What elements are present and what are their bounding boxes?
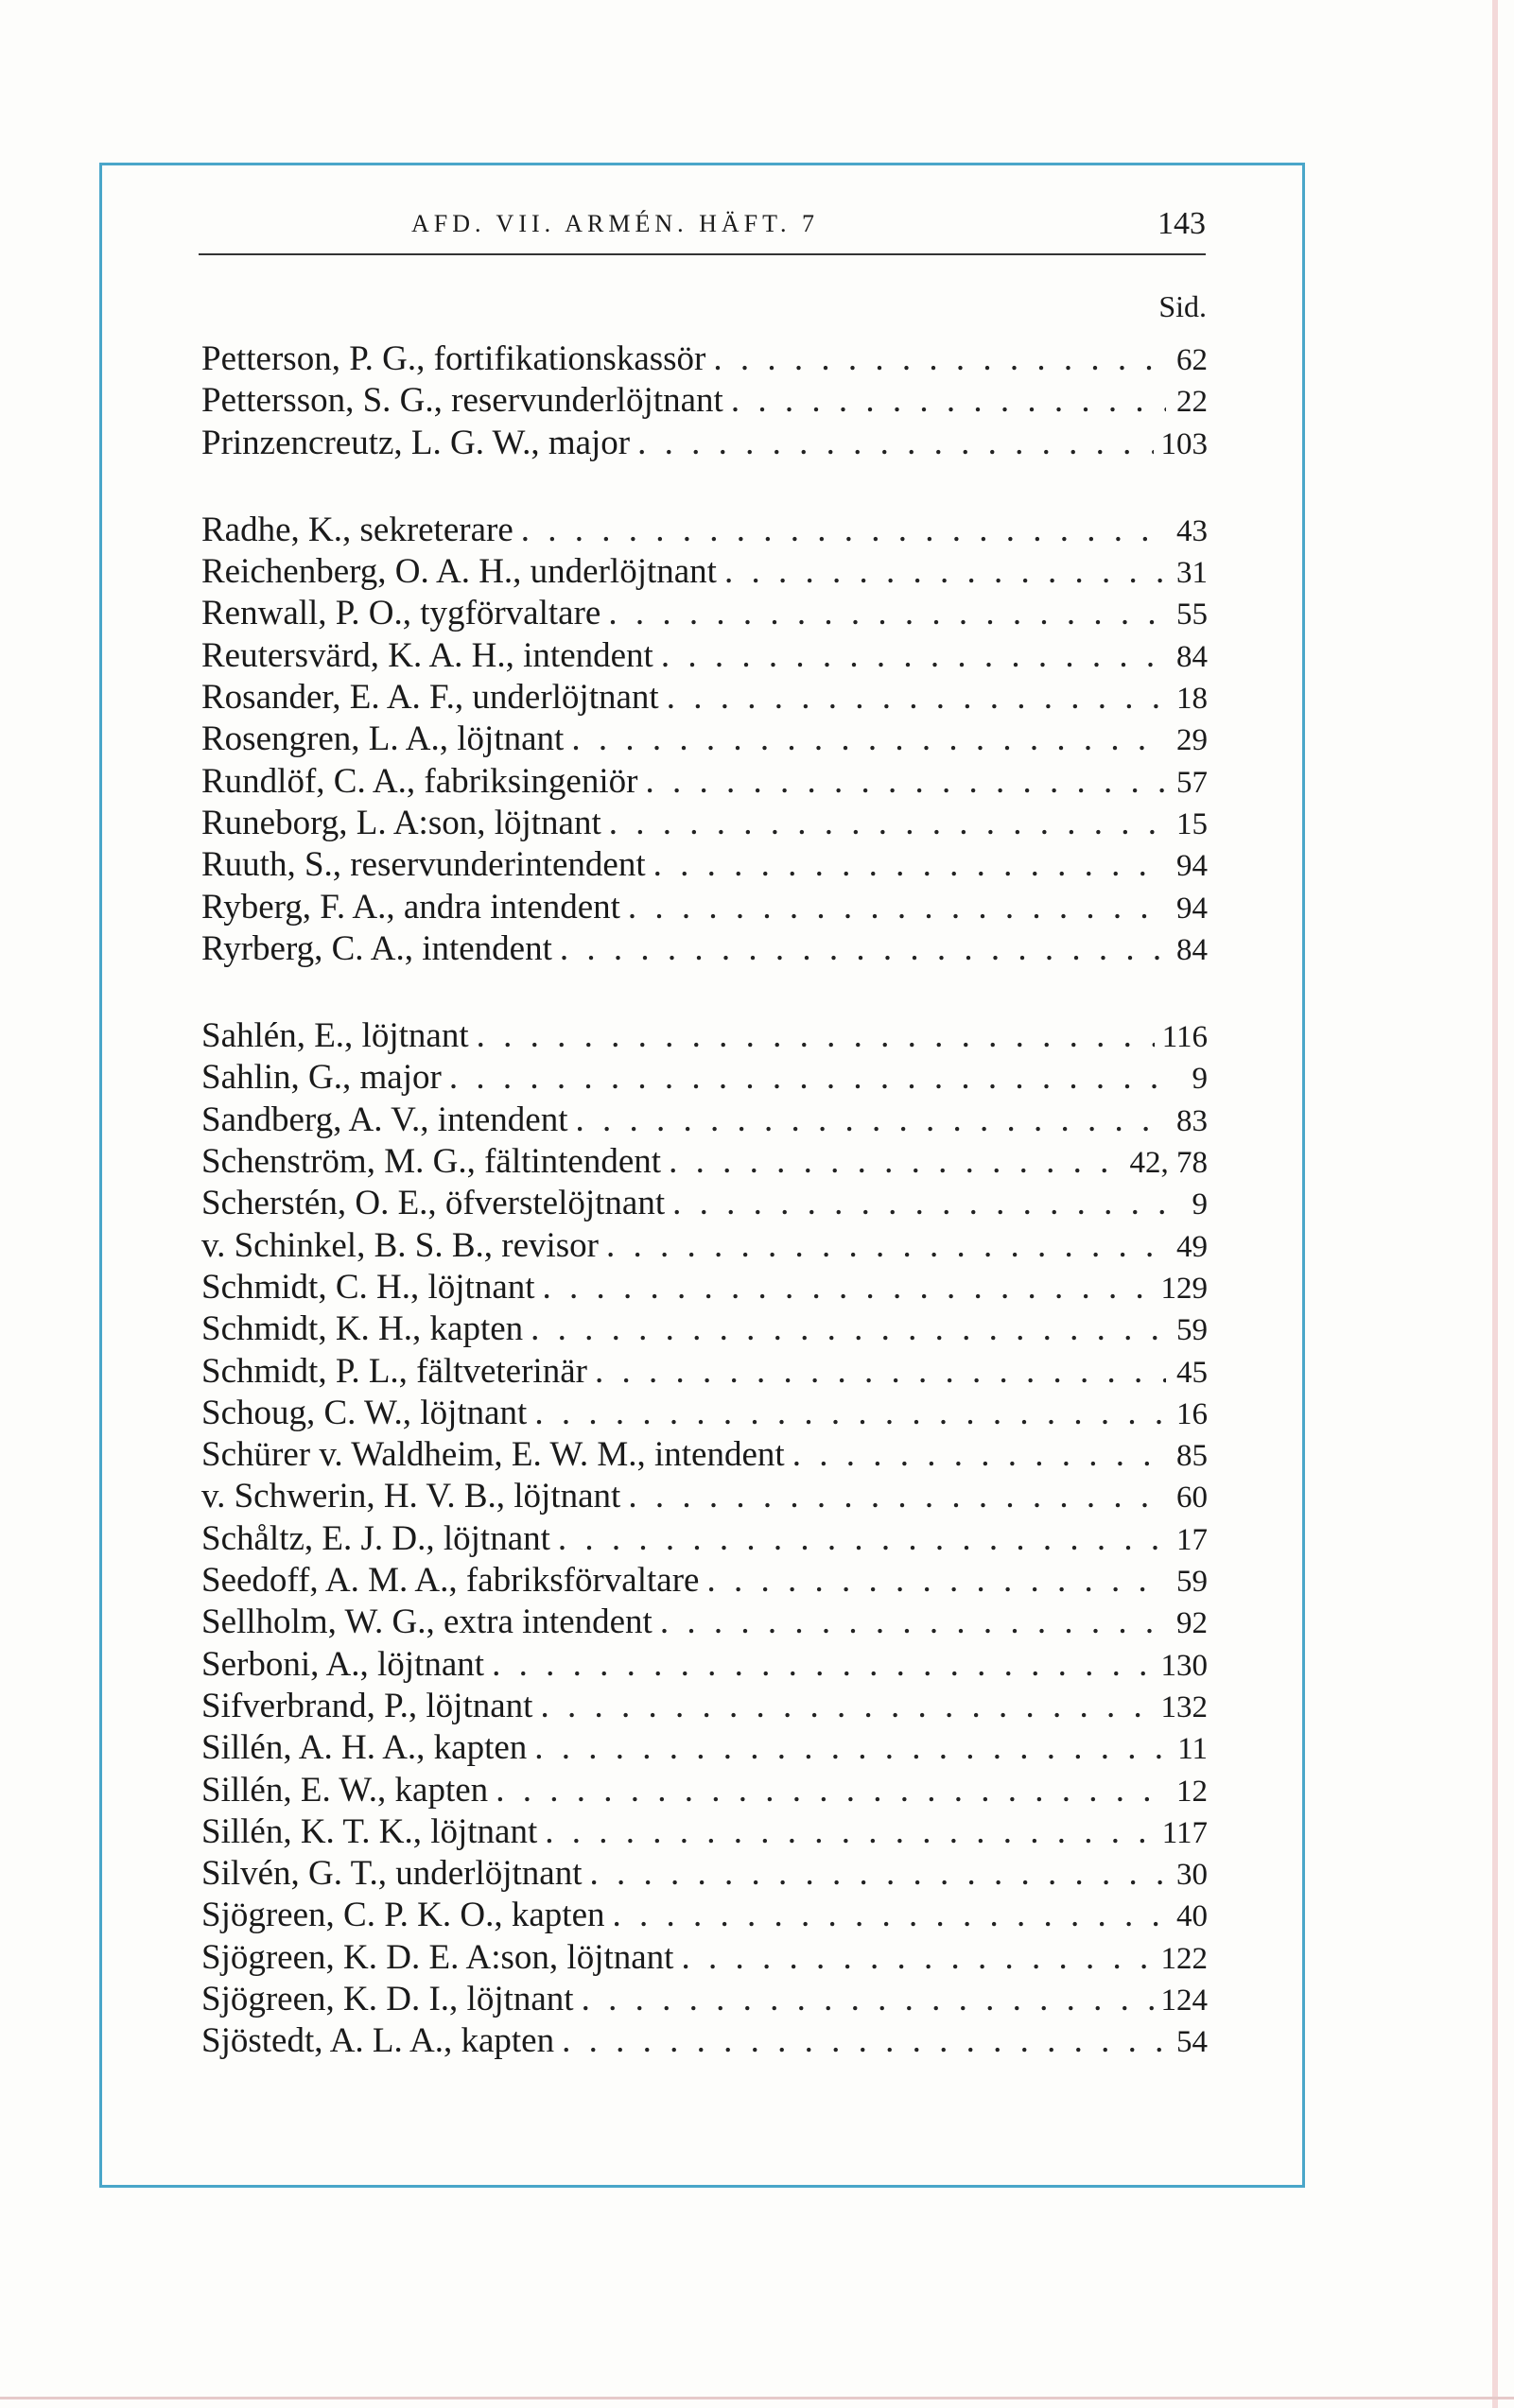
index-entry bbox=[201, 1267, 1208, 1308]
page-column-label: Sid. bbox=[1158, 289, 1207, 323]
entry-page: 85 bbox=[1176, 1439, 1208, 1474]
entry-name: Scherstén, O. E., öfverstelöjtnant bbox=[201, 1184, 666, 1223]
leader-dots bbox=[653, 844, 1166, 885]
entry-page: 132 bbox=[1160, 1689, 1208, 1724]
entry-name: Runeborg, L. A:son, löjtnant bbox=[201, 803, 601, 842]
entry-page: 92 bbox=[1176, 1606, 1208, 1641]
entry-name: Silvén, G. T., underlöjtnant bbox=[201, 1854, 583, 1894]
entry-page: 42, 78 bbox=[1129, 1146, 1208, 1181]
entry-page: 84 bbox=[1176, 932, 1208, 967]
leader-dots bbox=[628, 887, 1166, 927]
leader-dots bbox=[669, 1141, 1122, 1182]
entry-page: 117 bbox=[1161, 1815, 1208, 1850]
entry-name: Pettersson, S. G., reservunderlöjtnant bbox=[201, 381, 723, 421]
index-entry bbox=[201, 1518, 1208, 1560]
entry-name: Sandberg, A. V., intendent bbox=[201, 1100, 568, 1139]
page-edge-bottom bbox=[0, 2397, 1514, 2399]
leader-dots bbox=[571, 719, 1166, 759]
leader-dots bbox=[590, 1853, 1166, 1894]
entry-name: Ruuth, S., reservunderintendent bbox=[201, 845, 646, 885]
entry-page: 103 bbox=[1160, 426, 1208, 461]
leader-dots bbox=[637, 423, 1153, 463]
leader-dots bbox=[562, 2020, 1166, 2061]
leader-dots bbox=[661, 635, 1166, 676]
entry-name: Sillén, A. H. A., kapten bbox=[201, 1728, 528, 1768]
entry-name: Sillén, E. W., kapten bbox=[201, 1770, 489, 1810]
index-group bbox=[201, 338, 1208, 464]
entry-name: Sillén, K. T. K., löjtnant bbox=[201, 1811, 538, 1851]
entry-name: Schenström, M. G., fältintendent bbox=[201, 1142, 662, 1182]
index-entry bbox=[201, 1308, 1208, 1350]
leader-dots bbox=[558, 1518, 1166, 1559]
index-entry bbox=[201, 1644, 1208, 1686]
entry-page: 15 bbox=[1176, 806, 1208, 841]
leader-dots bbox=[521, 510, 1166, 550]
index-list bbox=[201, 338, 1208, 2108]
leader-dots bbox=[543, 1267, 1154, 1308]
index-entry bbox=[201, 593, 1208, 634]
index-entry bbox=[201, 1057, 1208, 1099]
index-entry bbox=[201, 1434, 1208, 1476]
entry-name: Serboni, A., löjtnant bbox=[201, 1644, 485, 1684]
entry-name: Sjögreen, C. P. K. O., kapten bbox=[201, 1896, 605, 1935]
entry-page: 83 bbox=[1176, 1103, 1208, 1138]
entry-name: Schürer v. Waldheim, E. W. M., intendent bbox=[201, 1435, 785, 1475]
entry-name: Ryberg, F. A., andra intendent bbox=[201, 887, 620, 927]
entry-page: 18 bbox=[1176, 682, 1208, 717]
entry-page: 43 bbox=[1176, 513, 1208, 548]
leader-dots bbox=[681, 1937, 1153, 1978]
index-entry bbox=[201, 380, 1208, 422]
index-entry bbox=[201, 1183, 1208, 1224]
leader-dots bbox=[534, 1393, 1166, 1433]
index-group bbox=[201, 510, 1208, 970]
entry-name: Radhe, K., sekreterare bbox=[201, 510, 513, 549]
entry-page: 49 bbox=[1176, 1229, 1208, 1264]
leader-dots bbox=[545, 1811, 1154, 1852]
leader-dots bbox=[613, 1895, 1167, 1935]
leader-dots bbox=[608, 593, 1166, 633]
entry-name: Schmidt, C. H., löjtnant bbox=[201, 1267, 535, 1307]
index-entry bbox=[201, 1225, 1208, 1267]
leader-dots bbox=[534, 1727, 1166, 1768]
entry-page: 55 bbox=[1176, 598, 1208, 632]
index-entry bbox=[201, 1686, 1208, 1727]
entry-page: 130 bbox=[1160, 1648, 1208, 1683]
leader-dots bbox=[645, 761, 1166, 802]
leader-dots bbox=[713, 338, 1166, 379]
index-entry bbox=[201, 423, 1208, 464]
entry-page: 16 bbox=[1176, 1396, 1208, 1431]
entry-page: 54 bbox=[1176, 2025, 1208, 2060]
leader-dots bbox=[582, 1979, 1154, 2019]
index-entry bbox=[201, 1770, 1208, 1811]
entry-name: Rosander, E. A. F., underlöjtnant bbox=[201, 678, 659, 718]
entry-name: Ryrberg, C. A., intendent bbox=[201, 928, 552, 968]
entry-page: 94 bbox=[1176, 849, 1208, 884]
index-entry bbox=[201, 719, 1208, 760]
entry-name: Sifverbrand, P., löjtnant bbox=[201, 1686, 533, 1725]
entry-name: Seedoff, A. M. A., fabriksförvaltare bbox=[201, 1561, 700, 1601]
index-entry bbox=[201, 1895, 1208, 1936]
entry-page: 9 bbox=[1192, 1187, 1208, 1222]
leader-dots bbox=[477, 1015, 1155, 1056]
leader-dots bbox=[540, 1686, 1153, 1726]
entry-name: Rundlöf, C. A., fabriksingeniör bbox=[201, 761, 638, 801]
entry-page: 116 bbox=[1161, 1020, 1208, 1055]
index-entry bbox=[201, 677, 1208, 719]
leader-dots bbox=[672, 1183, 1166, 1223]
entry-name: Sahlin, G., major bbox=[201, 1058, 442, 1098]
leader-dots bbox=[667, 677, 1166, 718]
entry-name: Reichenberg, O. A. H., underlöjtnant bbox=[201, 552, 717, 592]
entry-name: Petterson, P. G., fortifikationskassör bbox=[201, 339, 706, 378]
leader-dots bbox=[492, 1644, 1153, 1685]
entry-name: v. Schinkel, B. S. B., revisor bbox=[201, 1225, 600, 1265]
leader-dots bbox=[660, 1602, 1166, 1642]
leader-dots bbox=[609, 803, 1166, 843]
index-entry bbox=[201, 1476, 1208, 1517]
entry-page: 129 bbox=[1160, 1271, 1208, 1306]
index-entry bbox=[201, 1015, 1208, 1057]
index-entry bbox=[201, 887, 1208, 928]
index-entry bbox=[201, 844, 1208, 886]
leader-dots bbox=[595, 1351, 1166, 1392]
entry-page: 62 bbox=[1176, 343, 1208, 377]
header-title: AFD. VII. ARMÉN. HÄFT. 7 bbox=[411, 210, 820, 237]
entry-name: Rosengren, L. A., löjtnant bbox=[201, 719, 565, 759]
index-entry bbox=[201, 1393, 1208, 1434]
entry-page: 59 bbox=[1176, 1565, 1208, 1600]
entry-page: 40 bbox=[1176, 1899, 1208, 1934]
leader-dots bbox=[731, 380, 1166, 421]
entry-page: 45 bbox=[1176, 1355, 1208, 1390]
index-entry bbox=[201, 1602, 1208, 1643]
leader-dots bbox=[628, 1476, 1166, 1516]
entry-page: 60 bbox=[1176, 1481, 1208, 1516]
index-entry bbox=[201, 2020, 1208, 2062]
entry-name: Schmidt, P. L., fältveterinär bbox=[201, 1351, 587, 1391]
index-group bbox=[201, 1015, 1208, 2062]
entry-name: v. Schwerin, H. V. B., löjtnant bbox=[201, 1477, 621, 1516]
leader-dots bbox=[496, 1770, 1166, 1810]
entry-page: 57 bbox=[1176, 765, 1208, 800]
entry-page: 22 bbox=[1176, 385, 1208, 420]
leader-dots bbox=[531, 1308, 1166, 1349]
leader-dots bbox=[575, 1100, 1166, 1140]
entry-name: Prinzencreutz, L. G. W., major bbox=[201, 423, 631, 462]
entry-page: 124 bbox=[1160, 1983, 1208, 2018]
entry-name: Sjögreen, K. D. I., löjtnant bbox=[201, 1979, 574, 2018]
entry-name: Sjögreen, K. D. E. A:son, löjtnant bbox=[201, 1937, 674, 1977]
leader-dots bbox=[792, 1434, 1166, 1475]
entry-name: Renwall, P. O., tygförvaltare bbox=[201, 594, 601, 633]
entry-page: 84 bbox=[1176, 639, 1208, 674]
entry-name: Schmidt, K. H., kapten bbox=[201, 1309, 524, 1349]
index-entry bbox=[201, 551, 1208, 593]
leader-dots bbox=[560, 928, 1166, 969]
index-entry bbox=[201, 1351, 1208, 1393]
running-header bbox=[199, 206, 1206, 255]
entry-page: 9 bbox=[1192, 1062, 1208, 1097]
entry-page: 17 bbox=[1176, 1522, 1208, 1557]
page-edge-right bbox=[1492, 0, 1498, 2408]
index-entry bbox=[201, 1853, 1208, 1895]
index-entry bbox=[201, 928, 1208, 970]
entry-page: 30 bbox=[1176, 1858, 1208, 1893]
index-entry bbox=[201, 803, 1208, 844]
entry-name: Sahlén, E., löjtnant bbox=[201, 1016, 469, 1056]
leader-dots bbox=[606, 1225, 1166, 1266]
index-entry bbox=[201, 1811, 1208, 1853]
index-entry bbox=[201, 1979, 1208, 2020]
entry-page: 12 bbox=[1176, 1774, 1208, 1809]
index-entry bbox=[201, 338, 1208, 380]
entry-name: Sjöstedt, A. L. A., kapten bbox=[201, 2021, 555, 2061]
index-entry bbox=[201, 1560, 1208, 1602]
index-entry bbox=[201, 1727, 1208, 1769]
entry-page: 122 bbox=[1160, 1941, 1208, 1976]
entry-name: Schoug, C. W., löjtnant bbox=[201, 1393, 528, 1432]
page-number: 143 bbox=[1157, 206, 1206, 241]
entry-page: 94 bbox=[1176, 891, 1208, 926]
entry-name: Reutersvärd, K. A. H., intendent bbox=[201, 635, 653, 675]
index-entry bbox=[201, 1937, 1208, 1979]
entry-page: 29 bbox=[1176, 723, 1208, 758]
entry-page: 31 bbox=[1176, 556, 1208, 591]
entry-name: Schåltz, E. J. D., löjtnant bbox=[201, 1518, 550, 1558]
index-entry bbox=[201, 510, 1208, 551]
index-entry bbox=[201, 761, 1208, 803]
leader-dots bbox=[724, 551, 1166, 592]
index-entry bbox=[201, 1100, 1208, 1141]
leader-dots bbox=[449, 1057, 1166, 1098]
index-entry bbox=[201, 635, 1208, 677]
leader-dots bbox=[706, 1560, 1166, 1601]
entry-name: Sellholm, W. G., extra intendent bbox=[201, 1602, 653, 1642]
entry-page: 59 bbox=[1176, 1313, 1208, 1348]
index-entry bbox=[201, 1141, 1208, 1183]
entry-page: 11 bbox=[1177, 1732, 1208, 1767]
